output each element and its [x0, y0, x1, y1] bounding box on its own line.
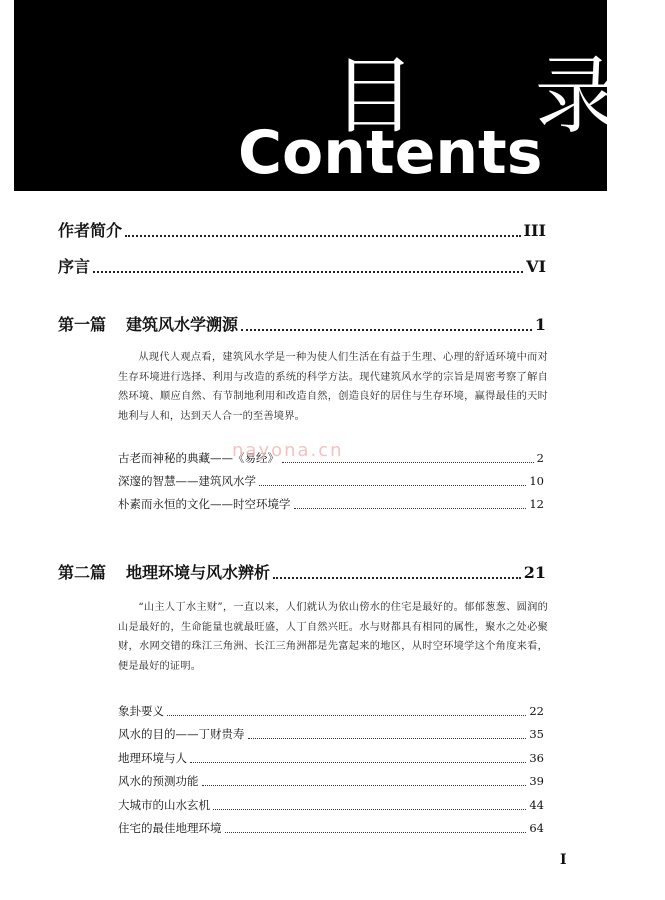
- toc-entry-label: 作者简介: [58, 221, 123, 240]
- toc-chapter[interactable]: [118, 750, 544, 766]
- part-heading: [58, 312, 238, 335]
- chapter-page: 35: [529, 727, 544, 741]
- dot-leader: [190, 762, 526, 763]
- dot-leader: [259, 485, 526, 486]
- toc-chapter[interactable]: [118, 703, 544, 719]
- toc-chapter[interactable]: [118, 797, 544, 813]
- dot-leader: [248, 738, 527, 739]
- toc-entry-page: III: [523, 221, 546, 240]
- dot-leader: [167, 715, 526, 716]
- toc-chapter[interactable]: [118, 496, 544, 512]
- chapter-label: 象卦要义: [118, 704, 164, 718]
- dot-leader: [202, 785, 527, 786]
- part-number: 第一篇: [58, 315, 107, 334]
- chapter-label: 大城市的山水玄机: [118, 798, 210, 812]
- dot-leader: [225, 832, 527, 833]
- toc-entry-preface[interactable]: [58, 254, 546, 277]
- dot-leader: [273, 577, 521, 579]
- dot-leader: [241, 329, 532, 331]
- chapter-label: 朴素而永恒的文化——时空环境学: [118, 497, 291, 511]
- part-intro-1: 从现代人观点看，建筑风水学是一种为使人们生活在有益于生理、心理的舒适环境中而对生存环境进行选择、利用与改造的系统的科学方法。现代建筑风水学的宗旨是周密考察了解自然环境、顺应自然、有节制地利用和改造自然，创造良好的居住与生存环境，赢得最佳的天时地利与人和，达到天人合一的至善境界。: [118, 352, 548, 422]
- toc-chapter[interactable]: [118, 773, 544, 789]
- toc-chapter[interactable]: [118, 820, 544, 836]
- part-title: 地理环境与风水辨析: [126, 563, 271, 582]
- title-chinese: 目 录: [332, 47, 665, 145]
- chapter-label: 风水的目的——丁财贵寿: [118, 727, 245, 741]
- part-number: 第二篇: [58, 563, 107, 582]
- toc-entry-label: 序言: [58, 257, 91, 276]
- title-english: Contents: [238, 118, 543, 188]
- dot-leader: [282, 462, 534, 463]
- part-page: 21: [523, 563, 546, 582]
- toc-chapter[interactable]: [118, 726, 544, 742]
- chapter-page: 22: [529, 704, 544, 718]
- chapter-page: 44: [529, 798, 544, 812]
- chapter-page: 10: [529, 474, 544, 488]
- chapter-label: 住宅的最佳地理环境: [118, 821, 222, 835]
- toc-part-1[interactable]: [58, 312, 546, 335]
- dot-leader: [213, 809, 526, 810]
- chapter-page: 39: [529, 774, 544, 788]
- dot-leader: [294, 508, 527, 509]
- chapter-page: 2: [536, 451, 544, 465]
- watermark: nayona.cn: [232, 440, 344, 461]
- chapter-page: 12: [529, 497, 544, 511]
- dot-leader: [125, 235, 521, 237]
- dot-leader: [93, 271, 523, 273]
- part-title: 建筑风水学溯源: [126, 315, 239, 334]
- page-number: I: [560, 852, 567, 868]
- header-banner: [14, 0, 665, 191]
- chapter-label: 深邃的智慧——建筑风水学: [118, 474, 256, 488]
- chapter-label: 风水的预测功能: [118, 774, 199, 788]
- part-heading: [58, 560, 270, 583]
- part-intro-2: “山主人丁水主财”，一直以来，人们就认为依山傍水的住宅是最好的。郁郁葱葱、圆润的山是最好的，生命能量也就最旺盛，人丁自然兴旺。水与财都具有相同的属性，聚水之处必聚财，水网交错的珠江三角洲、长江三角洲都是先富起来的地区，从时空环境学这个角度来看，便是最好的证明。: [118, 602, 548, 672]
- chapter-label: 地理环境与人: [118, 751, 187, 765]
- toc-entry-author-bio[interactable]: [58, 218, 546, 241]
- part-page: 1: [534, 315, 546, 334]
- toc-chapter[interactable]: [118, 473, 544, 489]
- chapter-page: 64: [529, 821, 544, 835]
- toc-entry-page: VI: [526, 257, 546, 276]
- chapter-label: 古老而神秘的典藏——《易经》: [118, 451, 279, 465]
- toc-part-2[interactable]: [58, 560, 546, 583]
- chapter-page: 36: [529, 751, 544, 765]
